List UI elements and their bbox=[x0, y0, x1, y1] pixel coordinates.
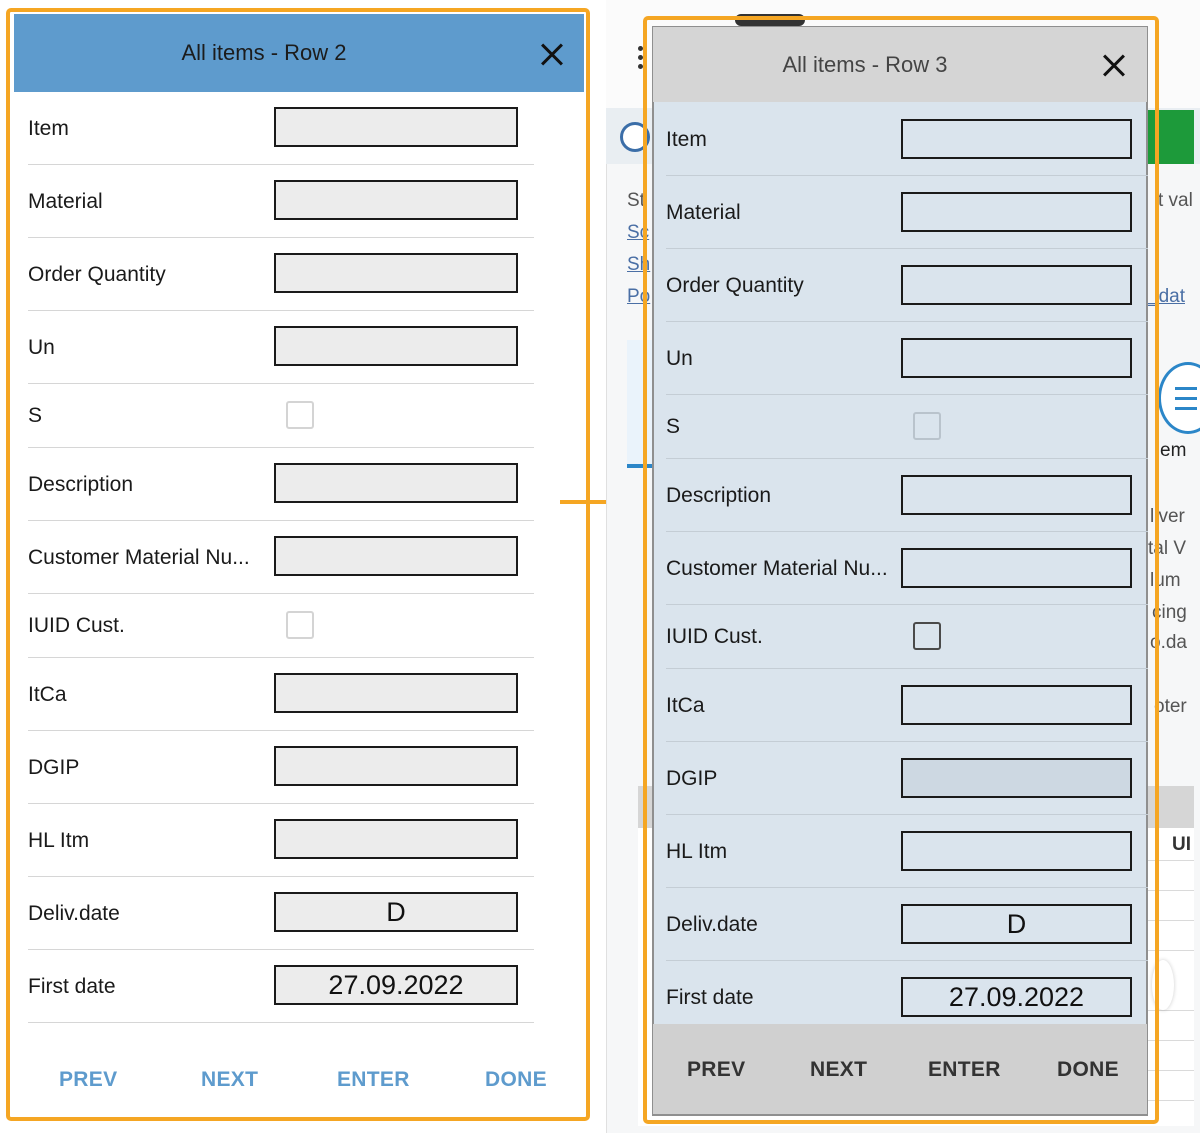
field-label: ItCa bbox=[28, 682, 67, 706]
field-label: S bbox=[28, 404, 43, 427]
bg-label: liver bbox=[1150, 506, 1185, 527]
next-button[interactable]: NEXT bbox=[201, 1068, 259, 1091]
done-button[interactable]: DONE bbox=[485, 1068, 547, 1091]
bg-link[interactable]: Sh bbox=[627, 254, 651, 275]
field-label: HL Itm bbox=[28, 828, 90, 852]
bg-link[interactable]: Po bbox=[627, 286, 651, 307]
field-label: Un bbox=[666, 346, 693, 370]
prev-button[interactable]: PREV bbox=[59, 1068, 118, 1091]
deliv-date-input[interactable]: D bbox=[901, 904, 1132, 944]
field-label: IUID Cust. bbox=[666, 625, 763, 648]
bg-label: tal V bbox=[1148, 538, 1187, 559]
field-label: S bbox=[666, 415, 681, 438]
enter-button[interactable]: ENTER bbox=[337, 1068, 410, 1091]
right-highlight-frame bbox=[643, 16, 1159, 1124]
field-label: DGIP bbox=[666, 766, 718, 790]
bg-column-header: UI bbox=[1172, 834, 1191, 855]
field-label: Order Quantity bbox=[28, 262, 166, 286]
field-label: Customer Material Nu... bbox=[28, 545, 250, 569]
field-label: Customer Material Nu... bbox=[666, 556, 888, 580]
next-button[interactable]: NEXT bbox=[810, 1058, 868, 1081]
left-highlight-frame bbox=[6, 8, 590, 1121]
bg-label: cing bbox=[1152, 602, 1187, 623]
field-label: Material bbox=[28, 189, 103, 213]
left-dialog-title: All items - Row 2 bbox=[181, 40, 347, 65]
bg-label: lum bbox=[1150, 570, 1181, 591]
field-label: Order Quantity bbox=[666, 273, 804, 297]
field-label: Description bbox=[666, 483, 772, 507]
bg-label: St bbox=[627, 190, 645, 211]
field-label: Un bbox=[28, 335, 55, 359]
enter-button[interactable]: ENTER bbox=[928, 1058, 1001, 1081]
bg-label: t val bbox=[1158, 190, 1193, 211]
field-label: Deliv.date bbox=[28, 901, 120, 925]
field-label: Material bbox=[666, 200, 741, 224]
field-label: Description bbox=[28, 472, 134, 496]
field-label: DGIP bbox=[28, 755, 80, 779]
field-label: Item bbox=[666, 127, 707, 151]
bg-label: o.da bbox=[1150, 632, 1187, 653]
first-date-input[interactable]: 27.09.2022 bbox=[901, 977, 1132, 1017]
bg-label: oter bbox=[1154, 696, 1187, 717]
field-label: ItCa bbox=[666, 693, 705, 717]
bg-link[interactable]: Sc bbox=[627, 222, 650, 243]
bg-link[interactable]: _dat bbox=[1148, 286, 1185, 307]
field-label: HL Itm bbox=[666, 839, 728, 863]
prev-button[interactable]: PREV bbox=[687, 1058, 746, 1081]
field-label: Deliv.date bbox=[666, 912, 758, 936]
done-button[interactable]: DONE bbox=[1057, 1058, 1119, 1081]
right-dialog-title: All items - Row 3 bbox=[782, 52, 948, 77]
field-label: IUID Cust. bbox=[28, 614, 125, 637]
first-date-input[interactable]: 27.09.2022 bbox=[274, 965, 518, 1005]
field-label: First date bbox=[28, 974, 116, 998]
deliv-date-input[interactable]: D bbox=[274, 892, 518, 932]
field-label: Item bbox=[28, 116, 69, 140]
field-label: First date bbox=[666, 985, 754, 1009]
bg-label: em bbox=[1160, 440, 1187, 461]
